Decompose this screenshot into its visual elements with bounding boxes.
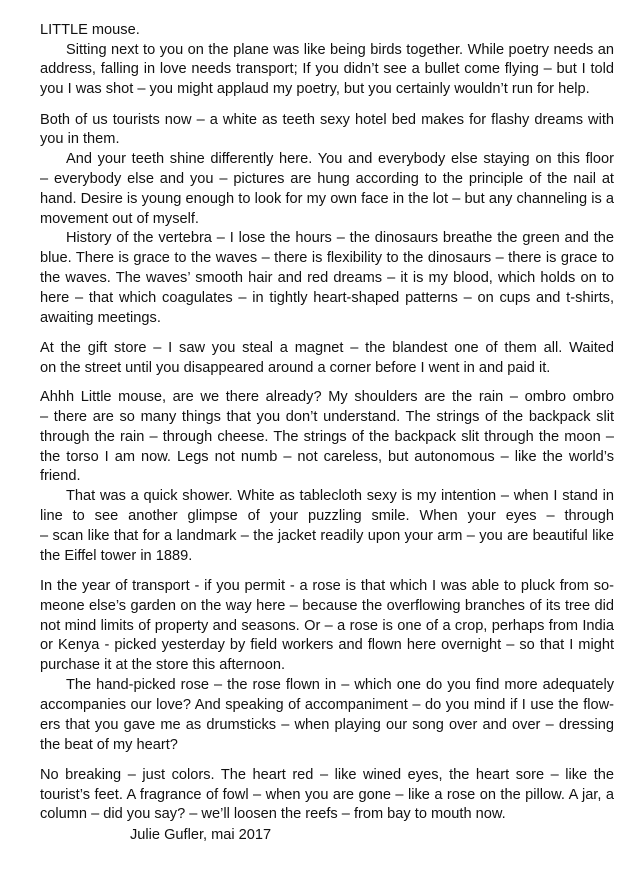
text-line: the beat of my heart? bbox=[40, 737, 178, 753]
text-line: Sitting next to you on the plane was like being birds together. While poetry needs an bbox=[66, 42, 614, 58]
text-line: meone else’s garden on the way here – because the overflowing branches of its tree did bbox=[40, 598, 614, 614]
text-line: tourist’s feet. A fragrance of fowl – when you are gone – like a rose on the pillow. A jar, a bbox=[40, 787, 614, 803]
text-line: you I was shot – you might applaud my poetry, but you certainly wouldn’t run for help. bbox=[40, 81, 590, 97]
text-line: – scan like that for a landmark – the jacket readily upon your arm – you are beautiful like bbox=[40, 528, 614, 544]
text-line: line to see another glimpse of your puzzling smile. When your eyes – through bbox=[40, 508, 614, 524]
signature: Julie Gufler, mai 2017 bbox=[130, 827, 272, 843]
text-line: column – did you say? – we’ll loosen the reefs – from bay to mouth now. bbox=[40, 806, 506, 822]
text-line: At the gift store – I saw you steal a magnet – the blandest one of them all. Waited bbox=[40, 340, 614, 356]
text-line: – there are so many things that you don’t understand. The strings of the backpack slit bbox=[40, 409, 614, 425]
text-line: here – that which coagulates – in tightly heart-shaped patterns – on cups and t-shirts, bbox=[40, 290, 614, 306]
text-line: you in them. bbox=[40, 131, 120, 147]
text-line: blue. There is grace to the waves – there is flexibility to the dinosaurs – there is grace to bbox=[40, 250, 614, 266]
text-line: purchase it at the store this afternoon. bbox=[40, 657, 285, 673]
text-line: the torso I am now. Legs not numb – not careless, but autonomous – like the world’s bbox=[40, 449, 614, 465]
text-line: awaiting meetings. bbox=[40, 310, 161, 326]
text-line: – everybody else and you – pictures are hung according to the principle of the nail at bbox=[40, 171, 614, 187]
text-line: And your teeth shine differently here. You and everybody else staying on this floor bbox=[66, 151, 614, 167]
text-line: In the year of transport - if you permit - a rose is that which I was able to pluck from so- bbox=[40, 578, 614, 594]
text-line: address, falling in love needs transport; If you didn’t see a bullet come flying – but I told bbox=[40, 61, 614, 77]
text-line: the waves. The waves’ smooth hair and red dreams – it is my blood, which holds on to bbox=[40, 270, 614, 286]
text-line: That was a quick shower. White as tablecloth sexy is my intention – when I stand in bbox=[66, 488, 614, 504]
text-line: No breaking – just colors. The heart red – like wined eyes, the heart sore – like the bbox=[40, 767, 614, 783]
text-line: History of the vertebra – I lose the hours – the dinosaurs breathe the green and the bbox=[66, 230, 614, 246]
text-line: ers that you gave me as drumsticks – when playing our song over and over – dressing bbox=[40, 717, 614, 733]
text-line: movement out of myself. bbox=[40, 211, 199, 227]
text-line: on the street until you disappeared around a corner before I went in and paid it. bbox=[40, 360, 551, 376]
text-line: LITTLE mouse. bbox=[40, 22, 140, 38]
text-line: hand. Desire is young enough to look for my own face in the lot – but any channeling is a bbox=[40, 191, 614, 207]
text-line: through the rain – through cheese. The strings of the backpack slit through the moon – bbox=[40, 429, 614, 445]
text-line: Ahhh Little mouse, are we there already? My shoulders are the rain – ombro ombro bbox=[40, 389, 614, 405]
text-line: Both of us tourists now – a white as teeth sexy hotel bed makes for flashy dreams with bbox=[40, 112, 614, 128]
text-line: not mind limits of property and seasons. Or – a rose is one of a crop, perhaps from India bbox=[40, 618, 614, 634]
text-line: or Kenya - picked yesterday by field workers and flown here overnight – so that I might bbox=[40, 637, 614, 653]
text-line: accompanies our love? And speaking of accompaniment – do you mind if I use the flow- bbox=[40, 697, 614, 713]
text-line: friend. bbox=[40, 468, 81, 484]
text-line: the Eiffel tower in 1889. bbox=[40, 548, 193, 564]
text-line: The hand-picked rose – the rose flown in – which one do you find more adequately bbox=[66, 677, 614, 693]
